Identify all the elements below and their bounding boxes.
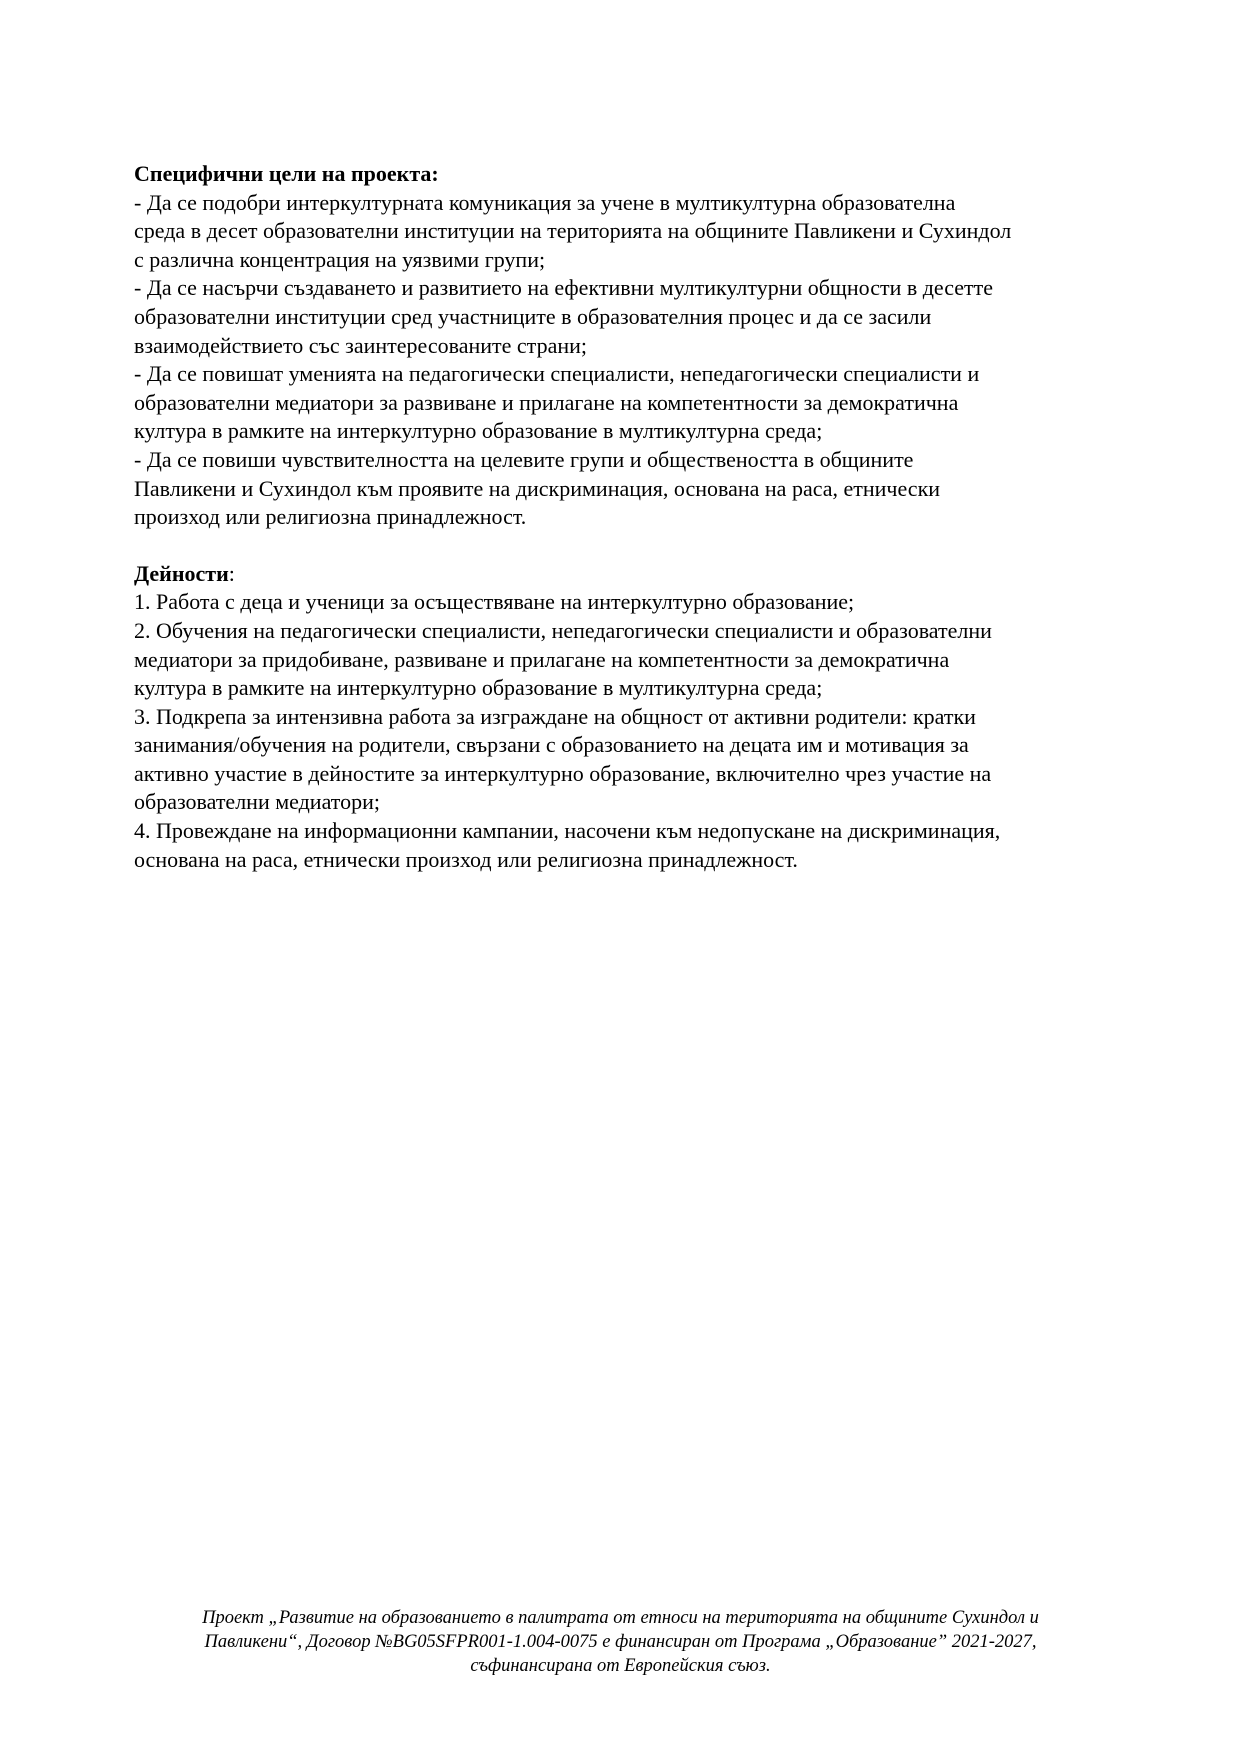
goals-line: култура в рамките на интеркултурно образование в мултикултурна среда; xyxy=(134,418,823,444)
goals-line: образователни институции сред участниците в образователния процес и да се засили xyxy=(134,303,932,329)
footer-line: съфинансирана от Европейския съюз. xyxy=(470,1656,771,1676)
activities-list xyxy=(134,588,1134,874)
footer-line: Павликени“, Договор №BG05SFPR001-1.004-0075 е финансиран от Програма „Образование” 2021-2027, xyxy=(204,1632,1037,1652)
activities-line: култура в рамките на интеркултурно образование в мултикултурна среда; xyxy=(134,675,823,701)
goals-line: произход или религиозна принадлежност. xyxy=(134,504,527,530)
goals-line: - Да се насърчи създаването и развитието на ефективни мултикултурни общности в десетте xyxy=(134,275,994,301)
activities-line: 2. Обучения на педагогически специалисти, непедагогически специалисти и образователни xyxy=(134,617,992,643)
activities-line: 1. Работа с деца и ученици за осъществяване на интеркултурно образование; xyxy=(134,589,855,615)
activities-heading-line xyxy=(134,560,1134,589)
goals-line: образователни медиатори за развиване и прилагане на компетентности за демократична xyxy=(134,389,959,415)
document-body xyxy=(134,160,1134,874)
goals-line: Павликени и Сухиндол към проявите на дискриминация, основана на раса, етнически xyxy=(134,475,941,501)
activities-line: образователни медиатори; xyxy=(134,789,380,815)
funding-footer xyxy=(134,1606,1107,1678)
activities-line: 4. Провеждане на информационни кампании, насочени към недопускане на дискриминация, xyxy=(134,818,1001,844)
specific-goals-heading: Специфични цели на проекта: xyxy=(134,161,439,186)
activities-line: занимания/обучения на родители, свързани с образованието на децата им и мотивация за xyxy=(134,732,969,758)
goals-line: взаимодействието със заинтересованите страни; xyxy=(134,332,587,358)
activities-line: 3. Подкрепа за интензивна работа за изграждане на общност от активни родители: кратки xyxy=(134,703,976,729)
goals-line: - Да се подобри интеркултурната комуникация за учене в мултикултурна образователна xyxy=(134,189,956,215)
activities-heading-colon: : xyxy=(228,560,235,586)
goals-line: - Да се повишат уменията на педагогически специалисти, непедагогически специалисти и xyxy=(134,361,980,387)
activities-line: медиатори за придобиване, развиване и прилагане на компетентности за демократична xyxy=(134,646,950,672)
goals-line: среда в десет образователни институции на територията на общините Павликени и Сухиндол xyxy=(134,218,1012,244)
goals-line: - Да се повиши чувствителността на целевите групи и обществеността в общините xyxy=(134,446,914,472)
goals-line: с различна концентрация на уязвими групи; xyxy=(134,246,546,272)
specific-goals-list xyxy=(134,189,1134,532)
activities-line: основана на раса, етнически произход или религиозна принадлежност. xyxy=(134,846,798,872)
activities-heading: Дейности xyxy=(134,560,229,586)
activities-line: активно участие в дейностите за интеркултурно образование, включително чрез участие на xyxy=(134,760,992,786)
section-spacer xyxy=(134,532,1134,560)
footer-line: Проект „Развитие на образованието в палитрата от етноси на територията на общините Сухиндол и xyxy=(202,1608,1039,1628)
